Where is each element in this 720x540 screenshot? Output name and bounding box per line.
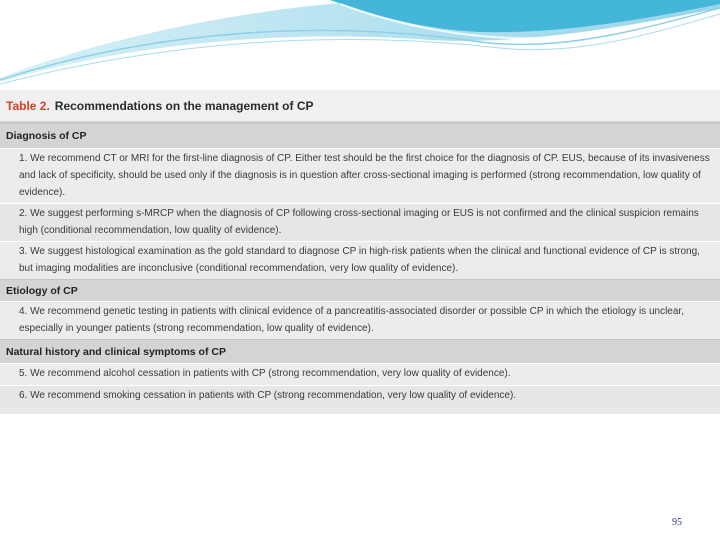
section-heading-natural-history: Natural history and clinical symptoms of CP [0,339,720,363]
section-heading-etiology: Etiology of CP [0,279,720,301]
table-row: 6. We recommend smoking cessation in patients with CP (strong recommendation, very low quality of evidence). [0,385,720,407]
table-title-text: Recommendations on the management of CP [54,98,314,113]
table-row: 4. We recommend genetic testing in patients with clinical evidence of a pancreatitis-associated disorder or possible CP in which the etiology is unclear, especially in younger patients (strong recommendation, low quality of evidence). [0,301,720,339]
table-row: 1. We recommend CT or MRI for the first-line diagnosis of CP. Either test should be the first choice for the diagnosis of CP. EUS, because of its invasiveness and lack of specificity, should be used only if the diagnosis is in question after cross-sectional imaging is performed (strong recommendation, low quality of evidence). [0,148,720,203]
page-number: 95 [672,517,682,528]
table-row: 5. We recommend alcohol cessation in patients with CP (strong recommendation, very low quality of evidence). [0,363,720,385]
table-title [0,90,720,123]
header-swoosh-decoration [0,0,720,90]
recommendations-table [0,90,720,414]
section-heading-diagnosis: Diagnosis of CP [0,123,720,148]
table-label: Table 2. [6,98,50,113]
table-row: 3. We suggest histological examination as the gold standard to diagnose CP in high-risk patients when the clinical and functional evidence of CP is strong, but imaging modalities are inconclusive (conditional recommendation, very low quality of evidence). [0,241,720,279]
table-row: 2. We suggest performing s-MRCP when the diagnosis of CP following cross-sectional imaging or EUS is not confirmed and the clinical suspicion remains high (conditional recommendation, low quality of evidence). [0,203,720,241]
